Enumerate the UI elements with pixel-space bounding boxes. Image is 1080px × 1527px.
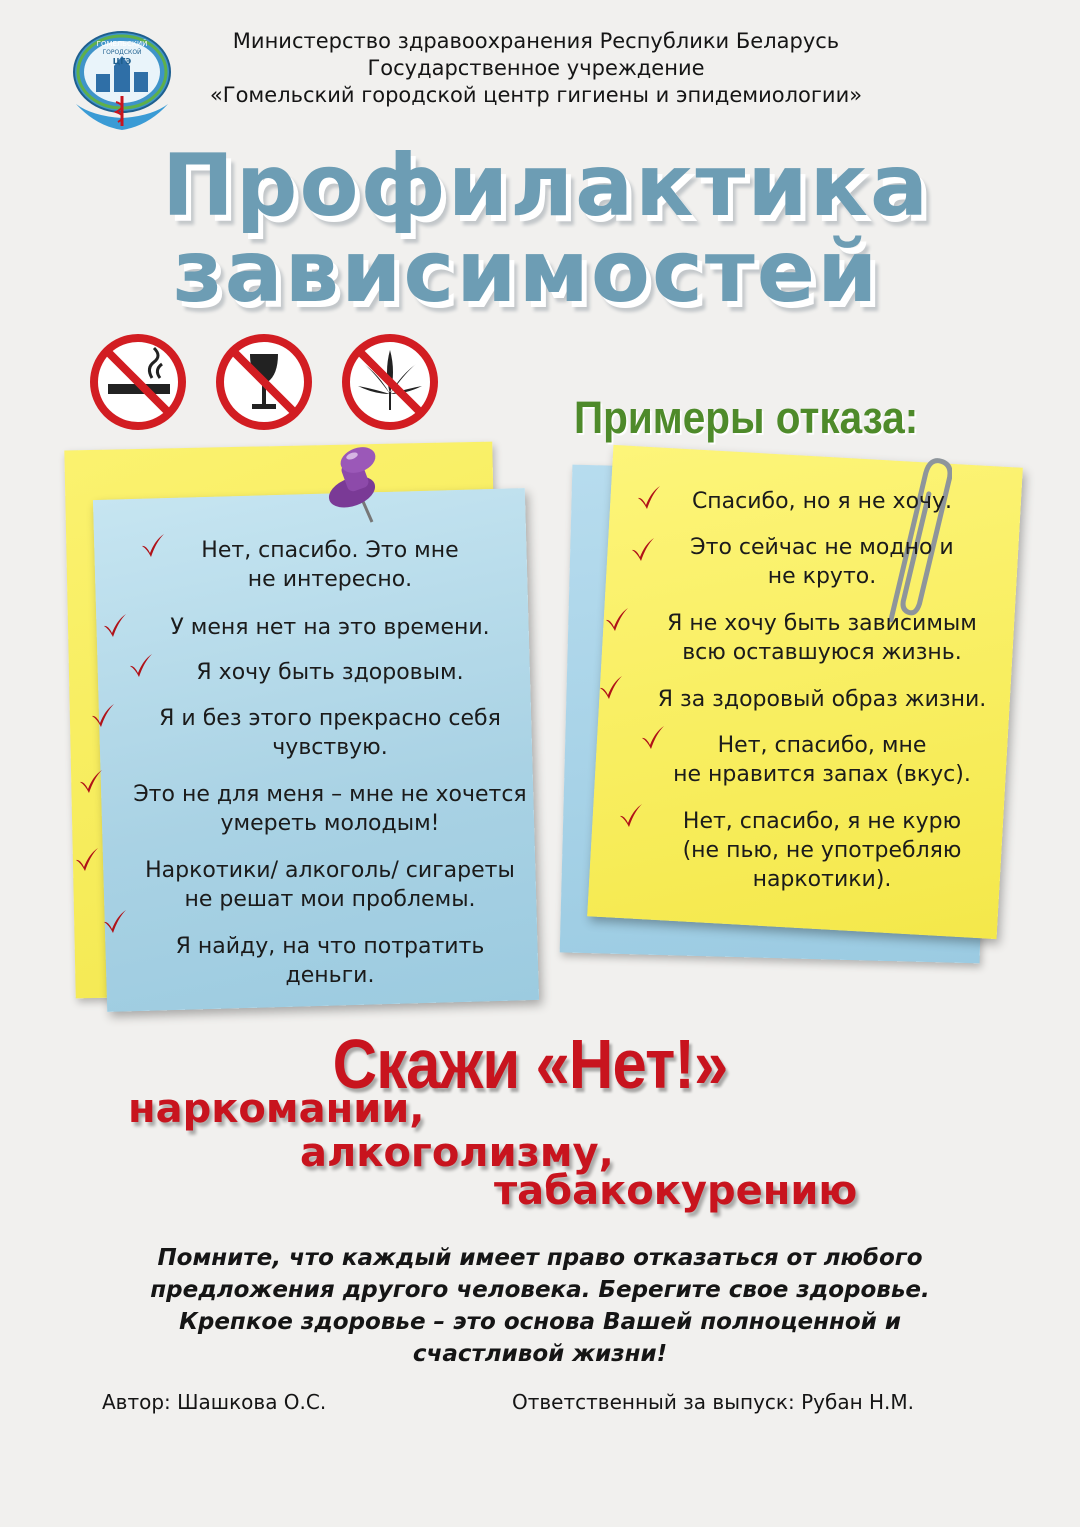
examples-heading: Примеры отказа: xyxy=(574,392,919,443)
reminder-paragraph xyxy=(100,1242,980,1370)
reminder-line-3: Крепкое здоровье – это основа Вашей полноценной и xyxy=(179,1309,901,1335)
checkmark-icon xyxy=(102,908,128,934)
checkmark-icon xyxy=(598,674,624,700)
left-note-item-line: не решат мои проблемы. xyxy=(184,887,476,912)
title-line-1: Профилактика xyxy=(161,136,931,236)
checkmark-icon xyxy=(74,846,100,872)
organization-header xyxy=(180,28,892,109)
logo-text-2: ГОРОДСКОЙ xyxy=(102,49,142,56)
checkmark-icon xyxy=(636,484,662,510)
checkmark-icon xyxy=(604,606,630,632)
left-note-item-line: не интересно. xyxy=(247,567,413,592)
left-note-item-line: Я и без этого прекрасно себя xyxy=(159,706,501,731)
left-note-item-line: Это не для меня – мне не хочется xyxy=(133,782,527,807)
header-line-1: Министерство здравоохранения Республики Беларусь xyxy=(232,29,840,53)
slogan-line-1: наркомании, xyxy=(128,1086,425,1132)
left-note-item-line: умереть молодым! xyxy=(220,811,440,836)
no-smoking-icon xyxy=(88,332,188,432)
left-note-item xyxy=(70,856,590,914)
checkmark-icon xyxy=(102,612,128,638)
no-alcohol-icon xyxy=(214,332,314,432)
checkmark-icon xyxy=(630,536,656,562)
left-note-item xyxy=(70,704,590,762)
left-note-item-line: Нет, спасибо. Это мне xyxy=(201,538,459,563)
logo-text-1: ГОМЕЛЬСКИЙ xyxy=(96,40,148,48)
left-note-item-line: чувствую. xyxy=(272,735,388,760)
checkmark-icon xyxy=(78,768,104,794)
right-note-item-line: Я не хочу быть зависимым xyxy=(667,611,977,636)
left-note-item-line: деньги. xyxy=(285,963,375,988)
left-note-item xyxy=(70,780,590,838)
right-note-item-line: не круто. xyxy=(767,564,877,589)
right-note-item-line: наркотики). xyxy=(752,867,892,892)
slogan-main: Скажи «Нет!» xyxy=(332,1025,728,1103)
slogan-line-3: табакокурению xyxy=(494,1168,858,1214)
slogan-line-2: алкоголизму, xyxy=(300,1130,614,1176)
right-note-item-line: всю оставшуюся жизнь. xyxy=(682,640,962,665)
author-credit: Автор: Шашкова О.С. xyxy=(102,1390,327,1414)
title-line-2: зависимостей xyxy=(172,222,880,322)
header-line-3: «Гомельский городской центр гигиены и эпидемиологии» xyxy=(209,83,863,107)
logo-text-3: ЦГЭ xyxy=(112,57,132,66)
checkmark-icon xyxy=(128,652,154,678)
left-note-item-line: У меня нет на это времени. xyxy=(170,615,490,640)
responsible-credit: Ответственный за выпуск: Рубан Н.М. xyxy=(512,1390,915,1414)
right-note-item xyxy=(562,685,1080,714)
right-note-item-line: (не пью, не употребляю xyxy=(682,838,962,863)
checkmark-icon xyxy=(90,702,116,728)
reminder-line-1: Помните, что каждый имеет право отказаться от любого xyxy=(157,1245,923,1271)
left-note-item-line: Я хочу быть здоровым. xyxy=(196,660,464,685)
right-note-item-line: Нет, спасибо, мне xyxy=(717,733,927,758)
reminder-line-2: предложения другого человека. Берегите свое здоровье. xyxy=(150,1277,930,1303)
checkmark-icon xyxy=(640,724,666,750)
right-note-item-line: Спасибо, но я не хочу. xyxy=(691,489,953,514)
right-note-item-line: Это сейчас не модно и xyxy=(690,535,954,560)
right-note-item xyxy=(562,609,1080,667)
header-line-2: Государственное учреждение xyxy=(367,56,705,80)
no-drugs-icon xyxy=(340,332,440,432)
checkmark-icon xyxy=(618,802,644,828)
pushpin-icon xyxy=(318,440,408,530)
checkmark-icon xyxy=(140,532,166,558)
reminder-line-4: счастливой жизни! xyxy=(412,1341,668,1367)
left-note-item xyxy=(70,932,590,990)
right-note-item-line: не нравится запах (вкус). xyxy=(673,762,971,787)
right-note-item-line: Я за здоровый образ жизни. xyxy=(657,687,987,712)
left-note-item-line: Наркотики/ алкоголь/ сигареты xyxy=(145,858,515,883)
left-note-item-line: Я найду, на что потратить xyxy=(175,934,485,959)
right-note-item-line: Нет, спасибо, я не курю xyxy=(682,809,962,834)
logo-icon xyxy=(66,26,178,138)
left-note-item xyxy=(70,613,590,642)
